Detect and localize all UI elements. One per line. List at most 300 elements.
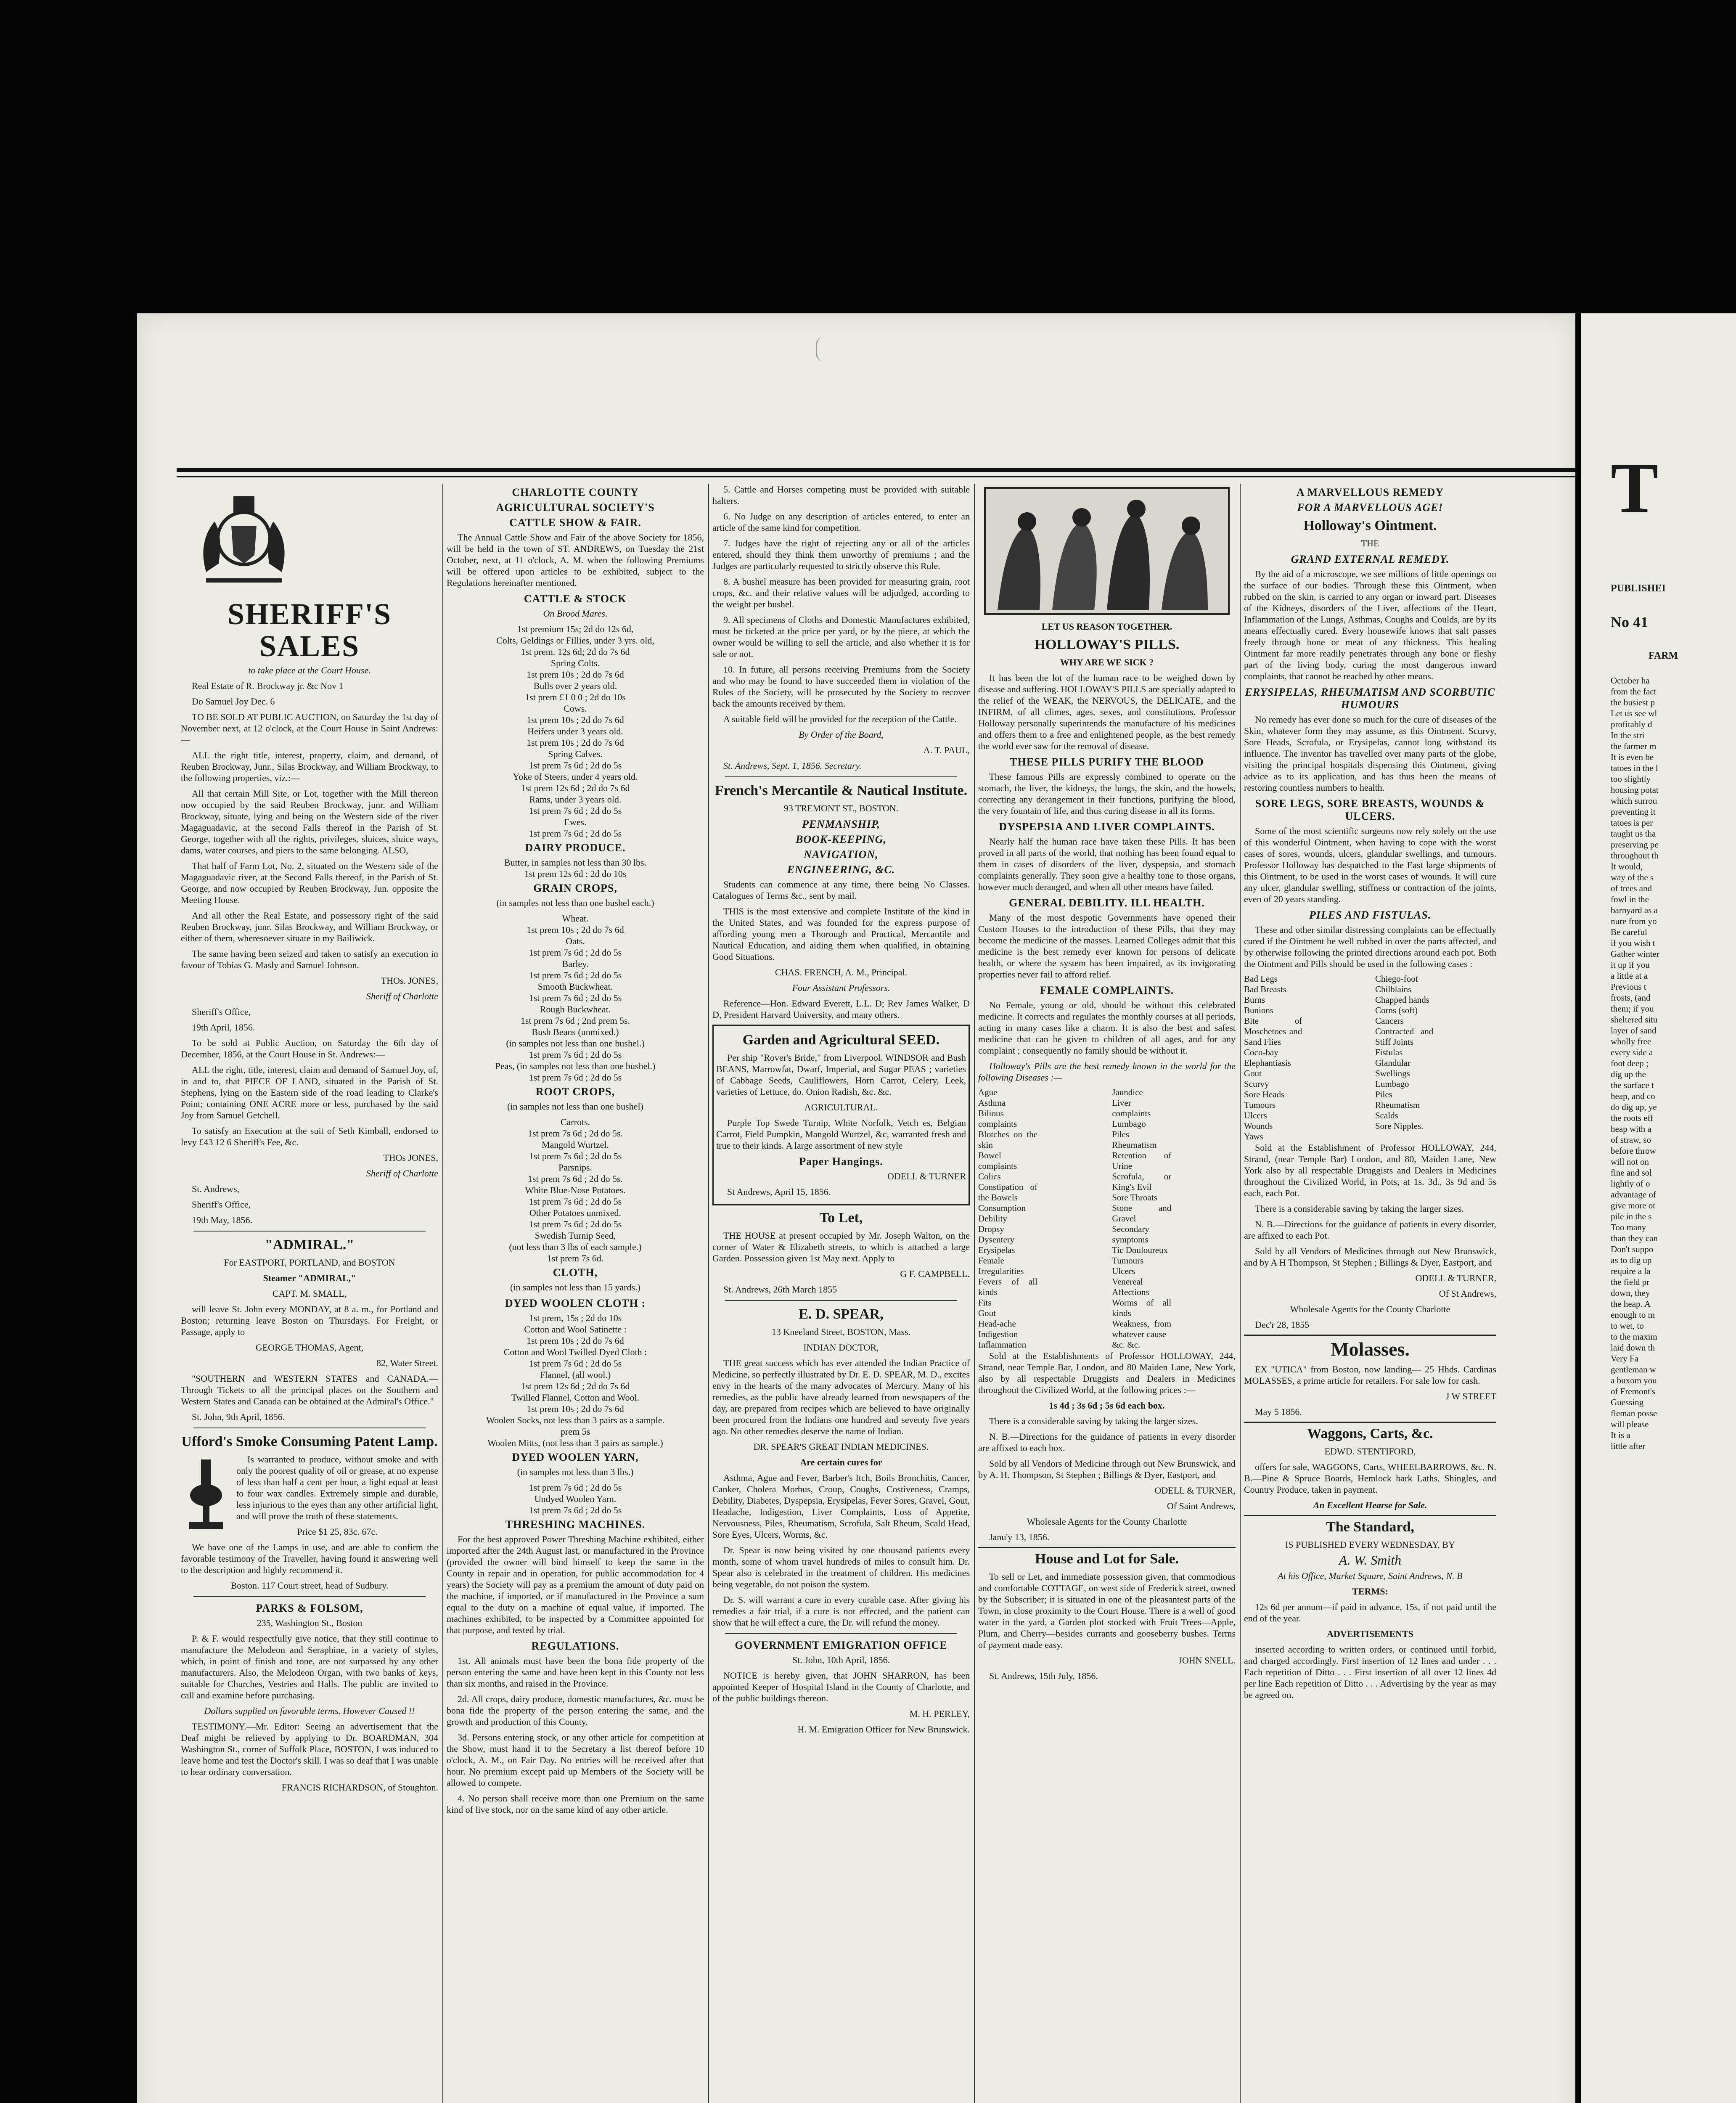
real-estate-line-1: Real Estate of R. Brockway jr. &c Nov 1 xyxy=(192,681,344,691)
disease-item: Rheumatism xyxy=(1112,1140,1157,1150)
seed-title: Garden and Agricultural SEED. xyxy=(742,1032,940,1048)
fragment-line: Don't suppo xyxy=(1611,1244,1654,1254)
emigration-date: St. John, 10th April, 1856. xyxy=(792,1655,890,1665)
divider xyxy=(193,1596,426,1597)
real-estate-line-2: Do Samuel Joy Dec. 6 xyxy=(192,696,275,707)
fragment-line: every side a xyxy=(1611,1047,1653,1057)
fragment-line: Very Fa xyxy=(1611,1353,1638,1364)
ointment-agents: Wholesale Agents for the County Charlotte xyxy=(1290,1304,1450,1314)
fragment-line: the surface t xyxy=(1611,1080,1654,1090)
fragment-line: will not on xyxy=(1611,1157,1649,1167)
disease-item: Consumption xyxy=(978,1203,1026,1213)
premium-line: (not less than 3 lbs of each sample.) xyxy=(509,1242,642,1252)
holloway-subtitle: WHY ARE WE SICK ? xyxy=(1060,657,1154,667)
fragment-line: fowl in the xyxy=(1611,894,1649,904)
premium-line: 1st prem 7s 6d ; 2nd prem 5s. xyxy=(520,1015,630,1026)
pills-text: Sold at the Establishments of Professor HOLLOWAY, 244, Strand, near Temple Bar, London, and 80 Maiden Lane, New York, also by all respectable Druggists and Dealers in Medicines throughout the Civilized World, at the following prices :— xyxy=(978,1351,1236,1395)
fragment-line: the heap. A xyxy=(1611,1299,1651,1309)
premium-line: Spring Calves. xyxy=(548,749,603,759)
ailment-item: Coco-bay xyxy=(1244,1047,1278,1057)
sheriff-place: St. Andrews, xyxy=(192,1184,240,1194)
fragment-line: throughout th xyxy=(1611,850,1659,861)
seed-date: St Andrews, April 15, 1856. xyxy=(727,1187,831,1197)
fragment-line: lightly of o xyxy=(1611,1179,1650,1189)
column-institute-seeds xyxy=(712,484,970,2103)
premium-line: Cotton and Wool Satinette : xyxy=(524,1324,627,1335)
premium-line: Twilled Flannel, Cotton and Wool. xyxy=(511,1392,640,1403)
ailment-item: Lumbago xyxy=(1375,1079,1409,1089)
ailment-item: Fistulas xyxy=(1375,1047,1403,1057)
sale-paragraph: All that certain Mill Site, or Lot, together with the Mill thereon now occupied by the said Reuben Brockway, junr. and William Brockway, situate, lying and being on the Western side of the river Magaguadavic, at the second Falls thereof in the Parish of St. George, together with all the rights, privileges, sluices, sluice ways, dams, water courses, and piers to the same belonging. ALSO, xyxy=(181,788,438,856)
sheriff-office: Sheriff's Office, xyxy=(192,1199,251,1210)
ailment-item: Bad Legs xyxy=(1244,974,1278,984)
to-let-title: To Let, xyxy=(819,1210,863,1226)
institute-subject: NAVIGATION, xyxy=(804,848,879,861)
admiral-title: "ADMIRAL." xyxy=(265,1237,355,1253)
secretary-name: A. T. PAUL, xyxy=(923,745,970,755)
regulation: 6. No Judge on any description of articles entered, to enter an article of the same kind for competition. xyxy=(712,511,970,533)
fragment-line: down, they xyxy=(1611,1288,1650,1298)
column-separator xyxy=(708,484,709,2103)
emigration-text: NOTICE is hereby given, that JOHN SHARRON, has been appointed Keeper of Hospital Island in the County of Charlotte, and of the public buildings thereon. xyxy=(712,1670,970,1703)
standard-publisher: A. W. Smith xyxy=(1339,1552,1402,1568)
emigration-title: GOVERNMENT EMIGRATION OFFICE xyxy=(735,1639,947,1651)
ailment-item: Tumours xyxy=(1244,1100,1276,1110)
fragment-line: tatoes is per xyxy=(1611,818,1653,828)
fragment-line: which surrou xyxy=(1611,796,1657,806)
premium-list-cloth xyxy=(447,1312,704,1449)
disease-item: Blotches on the skin xyxy=(978,1129,1037,1150)
disease-item: Tic Douloureux xyxy=(1112,1245,1168,1255)
seed-paper-hangings: Paper Hangings. xyxy=(799,1155,883,1168)
ointment-sub: GRAND EXTERNAL REMEDY. xyxy=(1291,553,1450,565)
section-cattle: CATTLE & STOCK xyxy=(524,593,627,605)
disease-item: Retention of Urine xyxy=(1112,1150,1172,1171)
premium-line: Spring Colts. xyxy=(550,658,600,668)
regulation: 1st. All animals must have been the bona fide property of the person entering the same and have been kept in this County not less than six months, and raised in the Province. xyxy=(447,1655,704,1689)
premium-list-yarn xyxy=(447,1482,704,1516)
fragment-line: will please xyxy=(1611,1419,1649,1429)
premium-line: 1st prem 7s 6d ; 2d do 5s. xyxy=(527,1173,623,1184)
section-sub: On Brood Mares. xyxy=(543,608,608,619)
sale-paragraph: ALL the right title, interest, property, claim, and demand, of Reuben Brockway, Junr., Silas Brockway, and William Brockway, to the following properties, viz.:— xyxy=(181,750,438,783)
premium-line: 1st prem 7s 6d ; 2d do 5s xyxy=(529,1196,622,1207)
sale-paragraph: That half of Farm Lot, No. 2, situated on the Western side of the Magaguadavic river, at the Second Falls thereof, in the Parish of St. George, and now occupied by Reuben Brockway, Jun. opposite the Meeting House. xyxy=(181,861,438,905)
ailment-item: Gout xyxy=(1244,1068,1262,1078)
premium-line: 1st premium 15s; 2d do 12s 6d, xyxy=(517,624,634,634)
pills-text: There is a considerable saving by taking the larger sizes. xyxy=(989,1416,1198,1426)
premium-line: 1st prem 7s 6d ; 2d do 5s xyxy=(529,1505,622,1515)
column-separator xyxy=(442,484,443,2103)
sheriff-date: 19th May, 1856. xyxy=(192,1215,253,1225)
institute-principal: CHAS. FRENCH, A. M., Principal. xyxy=(775,967,908,977)
premium-line: 1st prem 10s ; 2d do 7s 6d xyxy=(527,737,624,748)
premium-line: 1st prem 7s 6d ; 2d do 5s xyxy=(529,970,622,980)
premium-line: 1st prem, 15s ; 2d do 10s xyxy=(529,1313,622,1323)
spear-text: Dr. S. will warrant a cure in every curable case. After giving his remedies a fair trial, if a cure is not effected, and the patient can show that he will effect a cure, the Dr. will refund the money. xyxy=(712,1594,970,1628)
disease-item: Fits xyxy=(978,1298,992,1308)
fragment-line: the busiest p xyxy=(1611,697,1655,707)
premium-line: Flannel, (all wool.) xyxy=(540,1369,611,1380)
disease-list-left xyxy=(978,1087,1102,1350)
issue-number-fragment: No 41 xyxy=(1611,614,1648,630)
disease-item: Venereal Affections xyxy=(1112,1277,1149,1297)
sheriff-signature: THOs JONES, xyxy=(383,1152,438,1163)
disease-item: Bowel complaints xyxy=(978,1150,1017,1171)
disease-item: Ulcers xyxy=(1112,1266,1135,1276)
waggons-title: Waggons, Carts, &c. xyxy=(1244,1422,1496,1442)
column-agricultural-society xyxy=(447,484,704,2103)
premium-line: 1st prem 7s 6d ; 2d do 5s xyxy=(529,947,622,958)
disease-item: Indigestion xyxy=(978,1329,1018,1339)
premium-line: Other Potatoes unmixed. xyxy=(529,1208,622,1218)
ointment-text: N. B.—Directions for the guidance of patients in every disorder, are affixed to each Pot. xyxy=(1244,1219,1496,1241)
fragment-line: the farmer m xyxy=(1611,741,1657,751)
institute-text: Students can commence at any time, there being No Classes. Catalogues of Terms &c., sent by mail. xyxy=(712,879,970,901)
spear-text: Dr. Spear is now being visited by one thousand patients every month, some of whom travel hundreds of miles to consult him. Dr. Spear also is celebrated in the treatment of children. His medicines being vegetable, do not poison the system. xyxy=(712,1545,970,1589)
spear-address: 13 Kneeland Street, BOSTON, Mass. xyxy=(771,1327,911,1337)
adjacent-page-fragment xyxy=(1581,313,1736,2103)
ailment-item: Sore Nipples. xyxy=(1375,1121,1424,1131)
ailment-item: Wounds xyxy=(1244,1121,1273,1131)
regulation: 4. No person shall receive more than one Premium on the same kind of live stock, nor on the same kind of any other article. xyxy=(447,1793,704,1815)
ailment-item: Glandular Swellings xyxy=(1375,1058,1410,1078)
pills-text: These famous Pills are expressly combined to operate on the stomach, the liver, the kidneys, the lungs, the skin, and the bowels, correcting any derangement in their functions, purifying the blood, the very fountain of life, and thus curing disease in all its forms. xyxy=(978,771,1236,816)
molasses-title: Molasses. xyxy=(1244,1335,1496,1360)
standard-text: IS PUBLISHED EVERY WEDNESDAY, BY xyxy=(1285,1539,1455,1550)
disease-list xyxy=(978,1087,1236,1350)
premium-line: Colts, Geldings or Fillies, under 3 yrs. old, xyxy=(496,635,654,646)
ailment-item: Bunions xyxy=(1244,1005,1274,1015)
premium-line: Wheat. xyxy=(562,913,589,924)
ointment-text: There is a considerable saving by taking the larger sizes. xyxy=(1255,1203,1464,1214)
section-grain: GRAIN CROPS, xyxy=(533,882,617,894)
fragment-line: Gather winter xyxy=(1611,949,1660,959)
pills-signature: Of Saint Andrews, xyxy=(1167,1501,1236,1511)
ailment-item: Burns xyxy=(1244,995,1265,1005)
disease-item: Dysentery xyxy=(978,1234,1015,1245)
sheriffs-sales-subtitle: to take place at the Court House. xyxy=(248,665,371,675)
standard-title: The Standard, xyxy=(1244,1515,1496,1536)
admiral-captain: CAPT. M. SMALL, xyxy=(272,1288,347,1299)
institute-staff: Four Assistant Professors. xyxy=(792,983,890,993)
premium-line: 1st prem. 12s 6d; 2d do 7s 6d xyxy=(521,646,630,657)
fragment-line: Be careful xyxy=(1611,927,1647,937)
sheriff-signature: THOs. JONES, xyxy=(381,975,438,986)
institute-title: French's Mercantile & Nautical Institute. xyxy=(715,783,968,798)
seed-heading: AGRICULTURAL. xyxy=(804,1102,878,1112)
disease-item: Dropsy xyxy=(978,1224,1004,1234)
regulation: 2d. All crops, dairy produce, domestic manufactures, &c. must be bona fide the property of the person entering the same, and the growth and production of this County. xyxy=(447,1694,704,1727)
pills-heading: FEMALE COMPLAINTS. xyxy=(1040,984,1174,996)
premium-line: 1st prem 7s 6d ; 2d do 5s xyxy=(529,760,622,771)
fragment-line: do dig up, ye xyxy=(1611,1102,1657,1112)
premium-line: Cotton and Wool Twilled Dyed Cloth : xyxy=(503,1347,647,1357)
disease-item: Gout xyxy=(978,1308,996,1318)
molasses-date: May 5 1856. xyxy=(1255,1406,1302,1417)
ointment-heading: SORE LEGS, SORE BREASTS, WOUNDS & ULCERS. xyxy=(1255,797,1485,822)
parks-signature: FRANCIS RICHARDSON, of Stoughton. xyxy=(281,1782,438,1793)
institute-references: Reference—Hon. Edward Everett, L.L. D; Rev James Walker, D D, President Harvard University, and many others. xyxy=(712,998,970,1020)
ointment-heading: PILES AND FISTULAS. xyxy=(1309,909,1432,921)
premium-line: 1st prem 7s 6d ; 2d do 5s xyxy=(529,1072,622,1083)
regulation: 7. Judges have the right of rejecting any or all of the articles entered, should they think them unworthy of premiums ; and the Judges are particularly requested to strictly observe this Rule. xyxy=(712,538,970,571)
premium-line: Rough Buckwheat. xyxy=(540,1004,611,1014)
premium-line: 1st prem 10s ; 2d do 7s 6d xyxy=(527,1335,624,1346)
premium-line: Oats. xyxy=(566,936,585,946)
fragment-line: Previous t xyxy=(1611,982,1646,992)
ointment-kicker: A MARVELLOUS REMEDY xyxy=(1296,486,1444,498)
fragment-line: It is even be xyxy=(1611,752,1654,762)
premium-line: Bush Beans (unmixed.) xyxy=(532,1027,619,1037)
holloway-motto: LET US REASON TOGETHER. xyxy=(1041,621,1172,632)
parks-address: 235, Washington St., Boston xyxy=(257,1618,363,1628)
spear-heading: DR. SPEAR'S GREAT INDIAN MEDICINES. xyxy=(753,1441,929,1452)
fragment-line: Let us see wl xyxy=(1611,708,1657,718)
fragment-line: barnyard as a xyxy=(1611,905,1658,915)
spear-text: Asthma, Ague and Fever, Barber's Itch, Boils Bronchitis, Cancer, Canker, Cholera Morbus, Croup, Coughs, Costiveness, Cramps, Debility, Diabetes, Dyspepsia, Erysipelas, Fever Sores, Gravel, Gout, Headache, Indigestion, Liver Complaints, Loss of Appetite, Nervousness, Piles, Rheumatism, Scrofula, Salt Rheum, Scald Head, Sore Eyes, Ulcers, Worms, &c. xyxy=(712,1473,970,1540)
ailment-item: Chiego-foot xyxy=(1375,974,1418,984)
disease-item: Tumours xyxy=(1112,1255,1144,1266)
ointment-title: Holloway's Ointment. xyxy=(1303,518,1437,533)
ointment-text: Some of the most scientific surgeons now rely solely on the use of this wonderful Ointment, when having to cope with the worst cases of sores, wounds, ulcers, glandular swellings, and tumours. Professor Holloway has despatched to the East large shipments of this Ointment, to be used in the worst cases of wounds. It will cure any ulcer, glandular swelling, stiffness or contraction of the joints, even of 20 years standing. xyxy=(1244,826,1496,904)
disease-item: Inflammation xyxy=(978,1340,1027,1350)
pills-heading: DYSPEPSIA AND LIVER COMPLAINTS. xyxy=(999,821,1215,833)
premium-list-grain xyxy=(447,913,704,1083)
pills-text: Nearly half the human race have taken these Pills. It has been proved in all parts of the world, that nothing has been found equal to them in cases of disorders of the liver, dyspepsia, and stomach complaints generally. They soon give a healthy tone to those organs, however much deranged, and when all other means have failed. xyxy=(978,836,1236,892)
premium-line: Carrots. xyxy=(560,1117,590,1127)
lamp-text: Is warranted to produce, without smoke and with only the poorest quality of oil or grease, at no expense of less than half a cent per hour, a light equal at least to four wax candles. Extremely simple and durable, less injurious to the eyes than any other artificial light, and will prove the truth of these statements. xyxy=(236,1454,438,1521)
secretary-date: St. Andrews, Sept. 1, 1856. Secretary. xyxy=(723,760,862,771)
disease-item: Fevers of all kinds xyxy=(978,1277,1037,1297)
ailment-item: Rheumatism xyxy=(1375,1100,1420,1110)
admiral-agent: GEORGE THOMAS, Agent, xyxy=(255,1342,364,1353)
masthead-letter: T xyxy=(1611,448,1659,527)
fragment-line: It is a xyxy=(1611,1430,1630,1440)
section-dyed-cloth: DYED WOOLEN CLOTH : xyxy=(505,1297,646,1309)
premium-line: Heifers under 3 years old. xyxy=(527,726,623,736)
fragment-line: October ha xyxy=(1611,675,1650,686)
agri-title-3: CATTLE SHOW & FAIR. xyxy=(509,516,641,529)
parks-text: P. & F. would respectfully give notice, that they still continue to manufacture the Melodeon and Seraphine, in a variety of styles, which, in point of finish and tone, are not surpassed by any other manufacturers. Also, the Melodeon Organ, with two banks of keys, suitable for Churches, Vestries and Halls. The public are invited to call and examine before purchasing. xyxy=(181,1633,438,1700)
disease-item: Weakness, from whatever cause xyxy=(1112,1319,1172,1339)
premium-line: (in samples not less than one bushel.) xyxy=(506,1038,645,1049)
premium-line: Woolen Socks, not less than 3 pairs as a sample. xyxy=(486,1415,665,1425)
section-sub: (in samples not less than 15 yards.) xyxy=(510,1282,640,1293)
seed-text: Per ship "Rover's Bride," from Liverpool. WINDSOR and Bush BEANS, Marrowfat, Dwarf, Imperial, and Sugar PEAS ; varieties of Cabbage Seeds, Cauliflowers, Horn Carrot, Celery, Leek, varieties of Lettuce, do. Onion Radish, &c. &c. xyxy=(716,1052,966,1097)
ailment-item: Scalds xyxy=(1375,1110,1398,1120)
ailment-item: Yaws xyxy=(1244,1131,1263,1142)
fragment-line: little after xyxy=(1611,1441,1646,1451)
disease-item: Asthma xyxy=(978,1098,1006,1108)
advertisements-text: inserted according to written orders, or continued until forbid, and charged accordingly. First insertion of 12 lines and under . . . Each repetition of Ditto . . . First insertion of all over 12 lines 4d per line Each repetition of Ditto . . . Advertising by the year as may be agreed on. xyxy=(1244,1644,1496,1700)
pills-text: It has been the lot of the human race to be weighed down by disease and suffering. HOLLOWAY'S PILLS are specially adapted to the relief of the WEAK, the NERVOUS, the DELICATE, and the INFIRM, of all climes, ages, sexes, and constitutions. Professor Holloway personally superintends the manufacture of his medicines and offers them to a free and enlightened people, as the best remedy the world ever saw for the removal of disease. xyxy=(978,673,1236,751)
seed-signature: ODELL & TURNER xyxy=(887,1171,966,1181)
column-separator xyxy=(1240,484,1241,2103)
disease-item: Female Irregularities xyxy=(978,1255,1024,1276)
to-let-signature: G F. CAMPBELL. xyxy=(900,1269,970,1279)
regulation: 5. Cattle and Horses competing must be provided with suitable halters. xyxy=(712,484,970,506)
premium-line: Peas, (in samples not less than one bushel.) xyxy=(495,1061,656,1071)
admiral-text: "SOUTHERN and WESTERN STATES and CANADA.—Through Tickets to all the principal places on the Southern and Western States and Canada can be obtained at the Admiral's Office." xyxy=(181,1373,438,1406)
pills-text: Sold by all Vendors of Medicine through out New Brunswick, and by A. H. Thompson, St Stephen ; Billings & Dyer, Eastport, and xyxy=(978,1458,1236,1480)
ailment-list-right xyxy=(1375,974,1496,1142)
fragment-line: fine and sol xyxy=(1611,1168,1652,1178)
premium-list-cattle xyxy=(447,623,704,839)
publisher-fragment: PUBLISHEI xyxy=(1611,583,1666,594)
fragment-line: taught us tha xyxy=(1611,829,1656,839)
threshing-text: For the best approved Power Threshing Machine exhibited, either imported after the 24th August last, or manufactured in the Province (provided the owner will bind himself to keep the same in the County in repair and in operation, for public accommodation for 4 years) the Society will pay as a premium the amount of duty paid on the machine, if imported, or if manufactured in the Province a sum equal to the duty on a machine of equal value, if imported. The machines exhibited, to be inspected by a Committee appointed for that purpose, and tested by trial. xyxy=(447,1534,704,1635)
fragment-line: it up if you xyxy=(1611,960,1650,970)
molasses-text: EX "UTICA" from Boston, now landing— 25 Hhds. Cardinas MOLASSES, a prime article for retailers. For sale low for cash. xyxy=(1244,1364,1496,1386)
fragment-line: advantage of xyxy=(1611,1189,1656,1200)
institute-subject: BOOK-KEEPING, xyxy=(796,833,887,845)
ointment-kicker: FOR A MARVELLOUS AGE! xyxy=(1297,501,1443,514)
premium-line: Undyed Woolen Yarn. xyxy=(534,1494,617,1504)
premium-line: prem 5s xyxy=(560,1426,590,1437)
fragment-line: wholly free xyxy=(1611,1036,1651,1046)
fragment-line: frosts, (and xyxy=(1611,993,1651,1003)
ointment-text: Sold at the Establishment of Professor HOLLOWAY, 244, Strand, (near Temple Bar) London, and 80, Maiden Lane, New York also by all respectable Druggists and Dealers in Medicines throughout the Civilized World, in Pots, at 1s. 3d., 3s 9d and 5s each, each Pot. xyxy=(1244,1142,1496,1198)
lamp-text: We have one of the Lamps in use, and are able to confirm the favorable testimony of the Traveller, having found it answering well to the description and highly recommend it. xyxy=(181,1542,438,1575)
disease-item: Bilious complaints xyxy=(978,1108,1017,1129)
engraving-illustration-icon xyxy=(978,484,1236,618)
pencil-mark xyxy=(816,336,834,362)
section-root: ROOT CROPS, xyxy=(535,1086,615,1098)
regulation: 10. In future, all persons receiving Premiums from the Society and who may be found to have succeeded them in violation of the Rules of the Society, will be prosecuted by the Society to recover back the amounts received by them. xyxy=(712,664,970,709)
fragment-line: as to dig up xyxy=(1611,1255,1652,1265)
fragment-line: gentleman w xyxy=(1611,1364,1656,1375)
premium-line: 1st prem 12s 6d ; 2d do 7s 6d xyxy=(521,783,630,793)
house-lot-text: To sell or Let, and immediate possession given, that commodious and comfortable COTTAGE, on west side of Frederick street, owned by the Subscriber; it is situated in one of the pleasantest parts of the Town, in close proximity to the Court House. There is a well of good water in the yard, a Garden plot stocked with Fruit Trees—Apple, Plum, and Cherry—besides currants and gooseberry bushes. Terms of payment made easy. xyxy=(978,1571,1236,1650)
fragment-line: Too many xyxy=(1611,1222,1646,1232)
sale-notice-2: To be sold at Public Auction, on Saturday the 6th day of December, 1856, at the Court House in St. Andrews:— xyxy=(181,1038,438,1059)
pills-heading: GENERAL DEBILITY. ILL HEALTH. xyxy=(1009,897,1205,909)
premium-line: 1st prem 7s 6d ; 2d do 5s xyxy=(529,828,622,839)
pills-date: Janu'y 13, 1856. xyxy=(989,1532,1050,1542)
fragment-line: the roots eff xyxy=(1611,1113,1654,1123)
disease-item: Debility xyxy=(978,1213,1007,1224)
institute-subject: PENMANSHIP, xyxy=(802,818,881,830)
premium-line: 1st prem 7s 6d ; 2d do 5s xyxy=(529,1482,622,1493)
fragment-line: dig up the xyxy=(1611,1069,1646,1079)
pills-heading: THESE PILLS PURIFY THE BLOOD xyxy=(1010,756,1204,768)
admiral-date: St. John, 9th April, 1856. xyxy=(192,1412,285,1422)
premium-line: Parsnips. xyxy=(558,1162,593,1173)
premium-line: 1st prem 7s 6d ; 2d do 5s xyxy=(529,993,622,1003)
seed-ad xyxy=(712,1025,970,1205)
premium-line: 1st prem 7s 6d. xyxy=(547,1253,604,1263)
fragment-line: pile in the s xyxy=(1611,1211,1652,1221)
disease-item: Worms of all kinds xyxy=(1112,1298,1172,1318)
ailment-item: Chilblains xyxy=(1375,984,1412,994)
fragment-line: preventing it xyxy=(1611,807,1656,817)
disease-item: Sore Throats xyxy=(1112,1192,1157,1202)
fragment-line: foot deep ; xyxy=(1611,1058,1649,1068)
premium-line: 1st prem 10s ; 2d do 7s 6d xyxy=(527,1404,624,1414)
admiral-address: 82, Water Street. xyxy=(376,1358,438,1368)
premium-line: 1st prem 12s 6d ; 2d do 10s xyxy=(524,869,627,879)
section-threshing: THRESHING MACHINES. xyxy=(505,1518,646,1531)
divider xyxy=(193,1231,426,1232)
premium-line: Bulls over 2 years old. xyxy=(533,681,617,691)
section-regulations: REGULATIONS. xyxy=(531,1640,619,1652)
disease-item: Head-ache xyxy=(978,1319,1016,1329)
lamp-title: Ufford's Smoke Consuming Patent Lamp. xyxy=(181,1434,438,1449)
masthead-rule-thin xyxy=(177,476,1575,477)
sale-paragraph: To satisfy an Execution at the suit of Seth Kimball, endorsed to levy £43 12 6 Sheriff's Fee, &c. xyxy=(181,1126,438,1147)
section-yarn: DYED WOOLEN YARN, xyxy=(512,1451,639,1463)
sheriff-office: Sheriff's Office, xyxy=(192,1006,251,1017)
pills-text: Many of the most despotic Governments have opened their Custom Houses to the introduction of these Pills, that they may become the medicine of the masses. Learned Colleges admit that this medicine is the best remedy ever known for persons of delicate health, or where the system has been impaired, as its invigorating properties never fail to afford relief. xyxy=(978,912,1236,980)
disease-item: Colics xyxy=(978,1171,1001,1181)
regulation: A suitable field will be provided for the reception of the Cattle. xyxy=(723,714,957,724)
fragment-line: of trees and xyxy=(1611,883,1652,893)
agri-title-1: CHARLOTTE COUNTY xyxy=(512,486,639,498)
terms-heading: TERMS: xyxy=(1352,1586,1388,1597)
premium-list-dairy xyxy=(447,857,704,879)
premium-line: 1st prem 7s 6d ; 2d do 5s xyxy=(529,1219,622,1229)
premium-line: 1st prem £1 0 0 ; 2d do 10s xyxy=(525,692,626,702)
premium-line: Butter, in samples not less than 30 lbs. xyxy=(504,857,647,868)
spear-heading: Are certain cures for xyxy=(800,1457,882,1467)
holloway-pills-title: HOLLOWAY'S PILLS. xyxy=(1034,637,1180,652)
institute-subject: ENGINEERING, &C. xyxy=(787,863,895,876)
fragment-line: profitably d xyxy=(1611,719,1652,729)
ailment-item: Scurvy xyxy=(1244,1079,1269,1089)
ailment-item: Corns (soft) xyxy=(1375,1005,1418,1015)
pills-agents: Wholesale Agents for the County Charlotte xyxy=(1027,1516,1187,1527)
sheriff-date: 19th April, 1856. xyxy=(192,1022,255,1033)
seed-text: Purple Top Swede Turnip, White Norfolk, Vetch es, Belgian Carrot, Field Pumpkin, Mangold Wurtzel, &c, warranted fresh and true to their kinds. A large assortment of new style xyxy=(716,1118,966,1151)
divider xyxy=(725,1633,957,1634)
agri-intro: The Annual Cattle Show and Fair of the above Society for 1856, will be held in the town of ST. ANDREWS, on Tuesday the 21st October, next, at 11 o'clock, A. M. when the following Premiums will be offered upon articles to be exhibited, subject to the Regulations hereinafter mentioned. xyxy=(447,532,704,588)
sheriff-title: Sheriff of Charlotte xyxy=(366,991,438,1001)
ailment-list xyxy=(1244,974,1496,1142)
fragment-line: give more ot xyxy=(1611,1200,1656,1210)
disease-item: &c. &c. xyxy=(1112,1340,1141,1350)
disease-item: Erysipelas xyxy=(978,1245,1015,1255)
fragment-line: of Fremont's xyxy=(1611,1386,1655,1396)
disease-item: Secondary symptoms xyxy=(1112,1224,1149,1245)
admiral-ship: Steamer "ADMIRAL," xyxy=(263,1273,356,1283)
fragment-line: them; if you xyxy=(1611,1004,1654,1014)
disease-item: Liver complaints xyxy=(1112,1098,1151,1118)
premium-line: Yoke of Steers, under 4 years old. xyxy=(513,771,638,782)
ailment-item: Cancers xyxy=(1375,1016,1404,1026)
fragment-line: of straw, so xyxy=(1611,1135,1651,1145)
masthead-rule xyxy=(177,468,1575,472)
fragment-line: before throw xyxy=(1611,1146,1656,1156)
disease-item: Ague xyxy=(978,1087,998,1097)
section-sub: (in samples not less than 3 lbs.) xyxy=(517,1467,634,1477)
premium-line: 1st prem 7s 6d ; 2d do 5s. xyxy=(527,1128,623,1139)
to-let-date: St. Andrews, 26th March 1855 xyxy=(723,1284,837,1295)
ailment-list-left xyxy=(1244,974,1365,1142)
spear-text: THE great success which has ever attended the Indian Practice of Medicine, so perfectly illustrated by Dr. E. D. SPEAR, M. D., excites envy in the hearts of the many advocates of Mercury. Many of his remedies, as the public have already learned from newspapers of the day, are prepared from recipes which are believed to have originally been procured from the Indians one hundred and seventy five years ago. No other remedies deserve the name of Indian. xyxy=(712,1358,970,1436)
fragment-line: to wet, to xyxy=(1611,1321,1644,1331)
ointment-text: By the aid of a microscope, we see millions of little openings on the surface of our bodies. Through these this Ointment, when rubbed on the skin, is carried to any organ or inward part. Diseases of the Kidneys, disorders of the Liver, affections of the Heart, Inflammation of the Lungs, Asthmas, Coughs and Coulds, are by its means effectually cured. Every housewife knows that salt passes freely through bone or meat of any thickness. This healing Ointment far more readily penetrates through any bone or fleshy part of the living body, curing the most dangerous inward complaints, that cannot be reached by other means. xyxy=(1244,569,1496,681)
ointment-text: Sold by all Vendors of Medicines through out New Brunswick, and by A H Thompson, St Stephen ; Billings & Dyer, Eastport, and xyxy=(1244,1246,1496,1268)
regulation: 3d. Persons entering stock, or any other article for competition at the Show, must hand it to the Secretary a list thereof before 10 o'clock, A. M., on Fair Day. No entries will be received after that hour. No premium except paid up Members of the Society will be allowed to compete. xyxy=(447,1732,704,1788)
sale-paragraph: ALL the right, title, interest, claim and demand of Samuel Joy, of, in and to, that PIECE OF LAND, situated in the Parish of St. Stephens, lying on the Eastern side of the road leading to Clarke's Point; containing ONE ACRE more or less, purchased by the said Joy from Samuel Getchell. xyxy=(181,1065,438,1120)
house-lot-signature: JOHN SNELL. xyxy=(1178,1655,1236,1666)
section-dairy: DAIRY PRODUCE. xyxy=(525,842,626,854)
waggons-signature: EDWD. STENTIFORD, xyxy=(1324,1446,1416,1457)
ointment-the: THE xyxy=(1361,538,1379,548)
fragment-line: too slightly xyxy=(1611,774,1651,784)
pills-text: Holloway's Pills are the best remedy known in the world for the following Diseases :— xyxy=(978,1061,1236,1083)
